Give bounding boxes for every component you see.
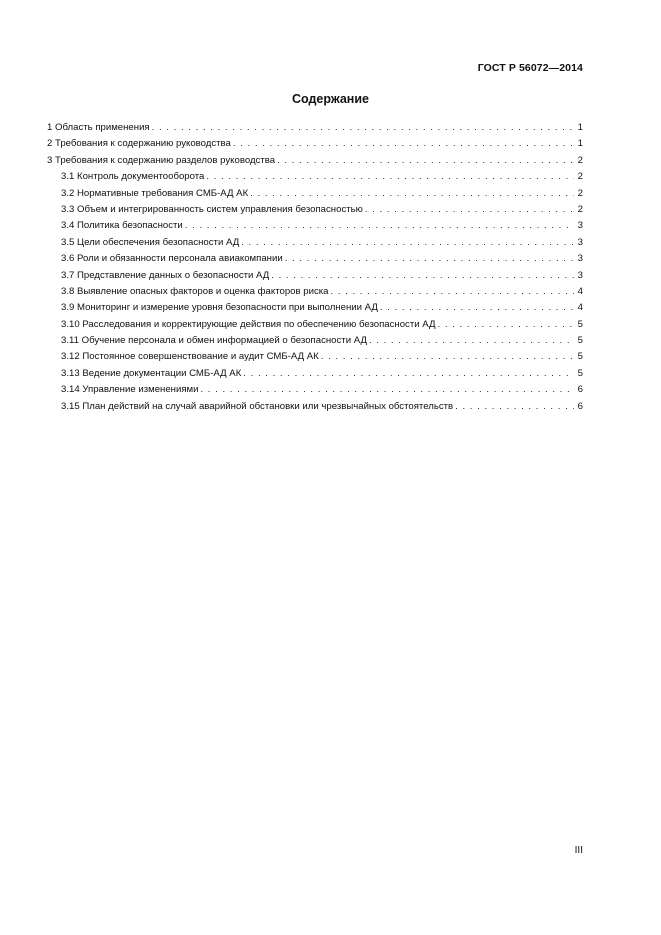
toc-entry[interactable] xyxy=(47,153,583,169)
toc-leader-dots xyxy=(241,235,574,251)
toc-entry[interactable] xyxy=(47,120,583,136)
toc-entry-page: 2 xyxy=(577,203,583,215)
toc-entry-page: 5 xyxy=(577,335,583,347)
toc-leader-dots xyxy=(185,218,574,234)
toc-entry-label: 3.2 Нормативные требования СМБ-АД АК xyxy=(61,187,249,199)
toc-entry[interactable] xyxy=(47,300,583,316)
toc-leader-dots xyxy=(438,317,575,333)
toc-entry-page: 2 xyxy=(577,187,583,199)
toc-entry[interactable] xyxy=(47,366,583,382)
toc-entry-label: 3.8 Выявление опасных факторов и оценка факторов риска xyxy=(61,285,329,297)
toc-entry[interactable] xyxy=(47,382,583,398)
toc-leader-dots xyxy=(206,169,574,185)
toc-entry-label: 3.5 Цели обеспечения безопасности АД xyxy=(61,236,240,248)
toc-entry-label: 3.10 Расследования и корректирующие действия по обеспечению безопасности АД xyxy=(61,318,436,330)
document-header: ГОСТ Р 56072—2014 xyxy=(477,62,583,74)
toc-entry-label: 3.15 План действий на случай аварийной обстановки или чрезвычайных обстоятельств xyxy=(61,400,454,412)
toc-entry[interactable] xyxy=(47,186,583,202)
toc-leader-dots xyxy=(200,382,574,398)
toc-entry-page: 4 xyxy=(577,285,583,297)
toc-entry-page: 6 xyxy=(577,400,583,412)
toc-leader-dots xyxy=(455,399,574,415)
toc-entry-label: 3 Требования к содержанию разделов руководства xyxy=(47,154,276,166)
toc-entry-page: 3 xyxy=(577,236,583,248)
table-of-contents xyxy=(47,120,583,415)
toc-entry-page: 1 xyxy=(577,122,583,133)
toc-entry[interactable] xyxy=(47,202,583,218)
toc-leader-dots xyxy=(233,136,574,152)
toc-entry-page: 1 xyxy=(577,138,583,150)
toc-leader-dots xyxy=(243,366,574,382)
toc-entry-page: 3 xyxy=(577,253,583,265)
toc-leader-dots xyxy=(330,284,574,300)
toc-leader-dots xyxy=(365,202,574,218)
toc-entry-label: 3.9 Мониторинг и измерение уровня безопасности при выполнении АД xyxy=(61,302,378,314)
toc-entry-page: 2 xyxy=(577,154,583,166)
toc-leader-dots xyxy=(369,333,574,349)
toc-leader-dots xyxy=(250,186,574,202)
toc-entry-label: 3.12 Постоянное совершенствование и аудит СМБ-АД АК xyxy=(61,351,319,363)
toc-entry-label: 3.7 Представление данных о безопасности АД xyxy=(61,269,270,281)
toc-entry-label: 3.11 Обучение персонала и обмен информацией о безопасности АД xyxy=(61,335,367,347)
toc-leader-dots xyxy=(152,120,574,136)
toc-leader-dots xyxy=(271,268,574,284)
toc-entry[interactable] xyxy=(47,169,583,185)
toc-entry-page: 5 xyxy=(577,318,583,330)
toc-leader-dots xyxy=(285,251,574,267)
toc-entry-label: 3.6 Роли и обязанности персонала авиакомпании xyxy=(61,253,283,265)
toc-entry-page: 2 xyxy=(577,171,583,183)
toc-leader-dots xyxy=(277,153,574,169)
toc-entry[interactable] xyxy=(47,317,583,333)
toc-entry-page: 5 xyxy=(577,351,583,363)
page-number: III xyxy=(574,845,583,856)
toc-entry-label: 3.14 Управление изменениями xyxy=(61,384,199,396)
toc-entry[interactable] xyxy=(47,235,583,251)
toc-entry-page: 3 xyxy=(577,269,583,281)
toc-entry[interactable] xyxy=(47,349,583,365)
toc-entry-label: 2 Требования к содержанию руководства xyxy=(47,138,231,150)
toc-entry[interactable] xyxy=(47,251,583,267)
toc-entry[interactable] xyxy=(47,399,583,415)
toc-entry-label: 3.3 Объем и интегрированность систем управления безопасностью xyxy=(61,203,363,215)
toc-entry-label: 1 Область применения xyxy=(47,122,150,133)
toc-entry-page: 3 xyxy=(577,220,583,232)
toc-entry[interactable] xyxy=(47,268,583,284)
toc-leader-dots xyxy=(380,300,574,316)
toc-entry-label: 3.1 Контроль документооборота xyxy=(61,171,205,183)
toc-entry[interactable] xyxy=(47,136,583,152)
toc-entry-label: 3.13 Ведение документации СМБ-АД АК xyxy=(61,367,242,379)
toc-entry-page: 6 xyxy=(577,384,583,396)
toc-leader-dots xyxy=(321,349,574,365)
toc-entry-label: 3.4 Политика безопасности xyxy=(61,220,183,232)
toc-entry[interactable] xyxy=(47,218,583,234)
toc-entry[interactable] xyxy=(47,333,583,349)
toc-entry-page: 4 xyxy=(577,302,583,314)
page-title: Содержание xyxy=(291,92,369,106)
toc-entry[interactable] xyxy=(47,284,583,300)
toc-entry-page: 5 xyxy=(577,367,583,379)
